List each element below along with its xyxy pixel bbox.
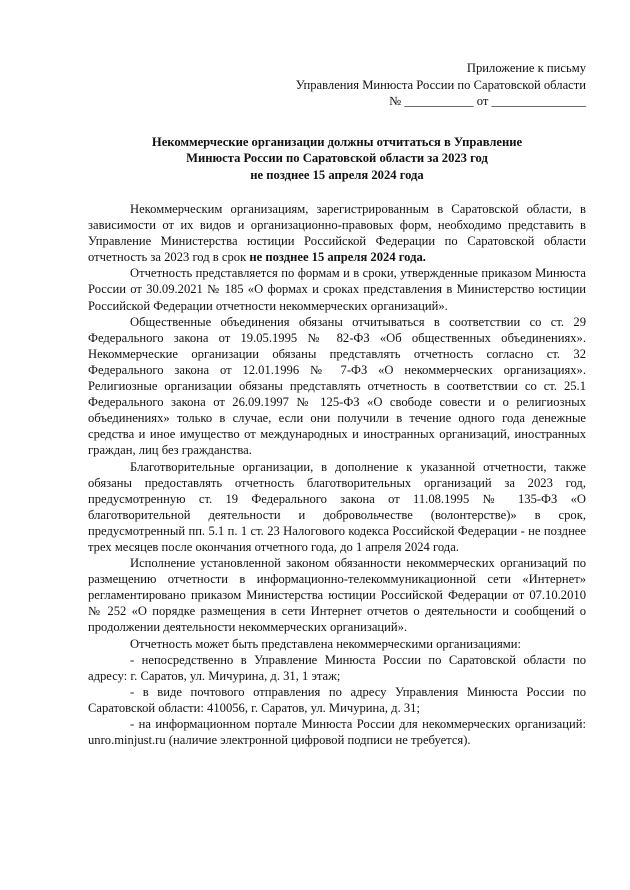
appendix-line-2: Управления Минюста России по Саратовской области [295, 77, 586, 92]
appendix-line-1: Приложение к письму [466, 61, 586, 75]
title-line-3: не позднее 15 апреля 2024 года [250, 167, 424, 182]
paragraph-deadline [88, 201, 586, 265]
paragraph-submission-intro: Отчетность может быть представлена некоммерческими организациями: [130, 636, 521, 651]
title-line-2: Минюста России по Саратовской области за 2023 год [186, 151, 488, 165]
appendix-line-3: № ___________ от _______________ [389, 94, 586, 108]
document-title [88, 134, 586, 184]
paragraph-deadline-bold: не позднее 15 апреля 2024 года. [249, 250, 426, 265]
document-body [88, 201, 586, 748]
paragraph-submission-direct: - непосредственно в Управление Минюста России по Саратовской области по адресу: г. Саратов, ул. Мичурина, д. 31, 1 этаж; [88, 652, 586, 683]
paragraph-charity: Благотворительные организации, в дополнение к указанной отчетности, также обязаны предоставлять отчетность благотворительных организаций за 2023 год, предусмотренную ст. 19 Федерального закона от 11.08.1995 № 135-ФЗ «О благотворительной деятельности и добровольчестве (волонтерстве)» в срок, предусмотренный пп. 5.1 п. 1 ст. 23 Налогового кодекса Российской Федерации - не позднее трех месяцев после окончания отчетного года, до 1 апреля 2024 года. [88, 459, 586, 554]
paragraph-deadline-text: Некоммерческим организациям, зарегистрированным в Саратовской области, в зависимости от их видов и организационно-правовых форм, необходимо представить в Управление Министерства юстиции Российской Федерации по Саратовской области отчетность за 2023 год в срок [88, 202, 586, 265]
paragraph-public-associations: Общественные объединения обязаны отчитываться в соответствии со ст. 29 Федерального закона от 19.05.1995 № 82-ФЗ «Об общественных объединениях». Некоммерческие организации обязаны представлять отчетность согласно ст. 32 Федерального закона от 12.01.1996 № 7-ФЗ «О некоммерческих организациях». Религиозные организации обязаны представлять отчетность в соответствии со ст. 25.1 Федерального закона от 26.09.1997 № 125-ФЗ «О свободе совести и о религиозных объединениях» только в случае, если они получили в течение одного года денежные средства и иное имущество от международных и иностранных организаций, иностранных граждан, лиц без гражданства. [88, 314, 586, 458]
paragraph-submission-mail: - в виде почтового отправления по адресу Управления Минюста России по Саратовской области: 410056, г. Саратов, ул. Мичурина, д. 31; [88, 684, 586, 715]
title-line-1: Некоммерческие организации должны отчитаться в Управление [151, 134, 523, 149]
paragraph-submission-portal: - на информационном портале Минюста России для некоммерческих организаций: unro.minjust.ru (наличие электронной цифровой подписи не требуется). [88, 717, 586, 748]
appendix-header [88, 60, 586, 110]
paragraph-internet-publication: Исполнение установленной законом обязанности некоммерческих организаций по размещению отчетности в информационно-телекоммуникационной сети «Интернет» регламентировано приказом Министерства юстиции Российской Федерации от 07.10.2010 № 252 «О порядке размещения в сети Интернет отчетов о деятельности и сообщений о продолжении деятельности некоммерческих организаций». [88, 556, 586, 635]
document-page [88, 60, 586, 748]
paragraph-forms: Отчетность представляется по формам и в сроки, утвержденные приказом Минюста России от 30.09.2021 № 185 «О формах и сроках представления в Министерство юстиции Российской Федерации отчетности некоммерческих организаций». [88, 266, 586, 313]
